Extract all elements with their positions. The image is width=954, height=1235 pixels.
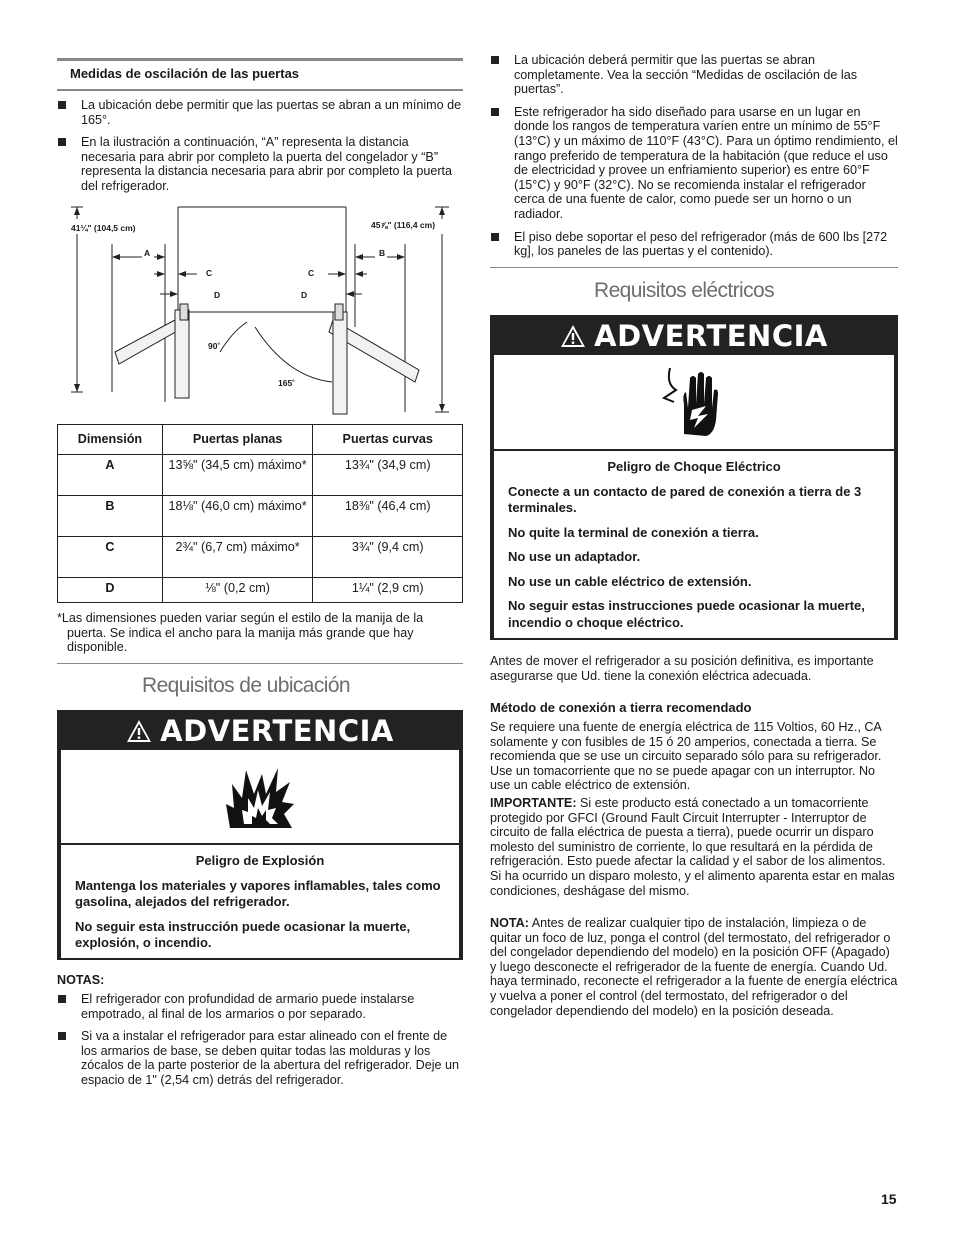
list-item: En la ilustración a continuación, “A” representa la distancia necesaria para abrir por completo la puerta del congelador y “B” representa la distancia necesaria para abrir por completo la puerta del refrigerador. (57, 135, 463, 193)
electrical-intro: Antes de mover el refrigerador a su posición definitiva, es importante asegurarse que Ud. tiene la conexión eléctrica adecuada. (490, 654, 874, 683)
label-d-left: D (214, 290, 221, 300)
list-item: Si va a instalar el refrigerador para estar alineado con el frente de los armarios de base, se deben quitar todas las molduras y los zócalos de la parte posterior de la abertura del refrigerador. Deje un espacio de 1" (2,54 cm) detrás del refrigerador. (57, 1029, 463, 1087)
table-cell: C (58, 537, 163, 578)
top-rule (57, 58, 463, 61)
dim-right-width: 45⅞" (116,4 cm) (371, 220, 436, 230)
grounding-heading: Método de conexión a tierra recomendado (490, 700, 752, 715)
electrical-title: Requisitos eléctricos (594, 279, 774, 302)
warning-body (59, 750, 461, 960)
page-number: 15 (881, 1191, 897, 1207)
list-item: La ubicación deberá permitir que las puertas se abran completamente. Vea la sección “Medidas de oscilación de las puertas”. (490, 53, 898, 97)
explosion-icon (224, 764, 296, 830)
table-cell: 3¾" (9,4 cm) (313, 537, 463, 578)
table-cell: B (58, 496, 163, 537)
section-rule (57, 663, 463, 664)
nota-paragraph (490, 916, 898, 1018)
door-swing-heading: Medidas de oscilación de las puertas (70, 66, 300, 81)
table-cell: 18⅛" (46,0 cm) máximo* (162, 496, 313, 537)
table-cell: 13⅝" (34,5 cm) máximo* (162, 455, 313, 496)
warning-line: No seguir esta instrucción puede ocasionar la muerte, explosión, o incendio. (75, 918, 411, 950)
table-row (58, 578, 463, 603)
electrical-warning (490, 315, 898, 640)
door-swing-diagram (57, 202, 463, 424)
list-item: La ubicación debe permitir que las puertas se abran a un mínimo de 165°. (57, 98, 463, 127)
warning-body (492, 355, 896, 640)
table-header: Puertas curvas (313, 425, 463, 455)
warning-line: No use un cable eléctrico de extensión. (508, 573, 752, 589)
notes-label: NOTAS: (57, 973, 105, 987)
notes-list (57, 992, 463, 1096)
shock-icon-area (494, 355, 894, 451)
warning-line: No quite la terminal de conexión a tierra. (508, 524, 759, 540)
table-header-row (58, 425, 463, 455)
label-a: A (144, 248, 151, 258)
table-cell: 13¾" (34,9 cm) (313, 455, 463, 496)
label-d-right: D (301, 290, 308, 300)
label-angle-165: 165˚ (278, 378, 296, 388)
table-cell: A (58, 455, 163, 496)
location-title: Requisitos de ubicación (142, 674, 351, 697)
important-label: IMPORTANTE: (490, 796, 577, 810)
table-cell: 2¾" (6,7 cm) máximo* (162, 537, 313, 578)
warning-header (59, 712, 461, 750)
nota-text: Antes de realizar cualquier tipo de instalación, limpieza o de quitar un foco de luz, ponga el control (del termostato, del refrigerador o del congelador dependiendo del modelo) en la posición OFF (Apagado) y luego desconecte el refrigerador de la fuente de energía. Cuando Ud. haya terminado, reconecte el refrigerador a la fuente de energía eléctrica y vuelva a poner el control (del termostato, del refrigerador o del congelador dependiendo del modelo) en la posición deseada. (490, 916, 898, 1018)
grounding-text: Se requiere una fuente de energía eléctrica de 115 Voltios, 60 Hz., CA solamente y con fusibles de 15 ó 20 amperios, conectada a tierra. Se recomienda que se use un circuito separado sólo para su refrigerador. Use un tomacorriente que no se puede apagar con un interruptor. No use un cable eléctrico de extensión. (490, 720, 882, 793)
warning-header (492, 317, 896, 355)
warning-line: No use un adaptador. (508, 549, 641, 564)
table-row (58, 496, 463, 537)
table-cell: D (58, 578, 163, 603)
list-item: El piso debe soportar el peso del refrigerador (más de 600 lbs [272 kg], los paneles de las puertas y el contenido). (490, 230, 898, 259)
warning-line: Mantenga los materiales y vapores inflamables, tales como gasolina, alejados del refrigerador. (75, 877, 441, 909)
table-row (58, 455, 463, 496)
dim-left-width: 41¼" (104,5 cm) (71, 223, 136, 233)
door-bullet-list (57, 98, 463, 202)
warning-line: Conecte a un contacto de pared de conexión a tierra de 3 terminales. (508, 483, 862, 515)
table-cell: 18⅜" (46,4 cm) (313, 496, 463, 537)
warning-title: ADVERTENCIA (160, 713, 394, 748)
electric-shock-icon (662, 364, 726, 440)
nota-label: NOTA: (490, 916, 529, 930)
label-b: B (379, 248, 386, 258)
table-row (58, 537, 463, 578)
dimension-table (57, 424, 463, 603)
heading-underline (57, 89, 463, 91)
table-header: Dimensión (58, 425, 163, 455)
hazard-title: Peligro de Choque Eléctrico (607, 459, 781, 474)
important-paragraph (490, 796, 898, 898)
label-c-left: C (206, 268, 213, 278)
hazard-title: Peligro de Explosión (195, 853, 325, 868)
warning-triangle-icon (560, 324, 586, 348)
important-text: Si este producto está conectado a un tomacorriente protegido por GFCI (Ground Fault Circuit Interrupter - Interruptor de circuito de falla eléctrica de puesta a tierra), puede ocurrir un disparo molesto del suministro de corriente, lo que resultará en la pérdida de refrigeración. Esto puede afectar la calidad y el sabor de los alimentos. Si ha ocurrido un disparo molesto, y el alimento aparenta estar en malas condiciones, deshágase del mismo. (490, 796, 895, 898)
table-header: Puertas planas (162, 425, 313, 455)
label-c-right: C (308, 268, 315, 278)
explosion-warning (57, 710, 463, 960)
explosion-icon-area (61, 750, 459, 845)
section-rule (490, 267, 898, 268)
list-item: El refrigerador con profundidad de armario puede instalarse empotrado, al final de los armarios o por separado. (57, 992, 463, 1021)
warning-triangle-icon (126, 719, 152, 743)
table-cell: 1¼" (2,9 cm) (313, 578, 463, 603)
table-cell: ⅛" (0,2 cm) (162, 578, 313, 603)
location-bullet-list (490, 53, 898, 267)
table-footnote: *Las dimensiones pueden variar según el estilo de la manija de la puerta. Se indica el ancho para la manija más grande que hay disponible. (57, 611, 424, 655)
warning-line: No seguir estas instrucciones puede ocasionar la muerte, incendio o choque eléctrico. (508, 598, 865, 630)
warning-title: ADVERTENCIA (594, 318, 828, 353)
list-item: Este refrigerador ha sido diseñado para usarse en un lugar en donde los rangos de temperatura varíen entre un mínimo de 55°F (13°C) y un máximo de 110°F (43°C). Para un óptimo rendimiento, el rango preferido de temperatura de la habitación (que reduce el uso de electricidad y provee un enfriamiento superior) es entre 60°F (15°C) y 90°F (32°C). No se recomienda instalar el refrigerador cerca de una fuente de calor, como puede ser un horno o un radiador. (490, 105, 898, 222)
label-angle-90: 90˚ (208, 341, 221, 351)
warning-text (494, 451, 894, 649)
warning-text (61, 845, 459, 970)
